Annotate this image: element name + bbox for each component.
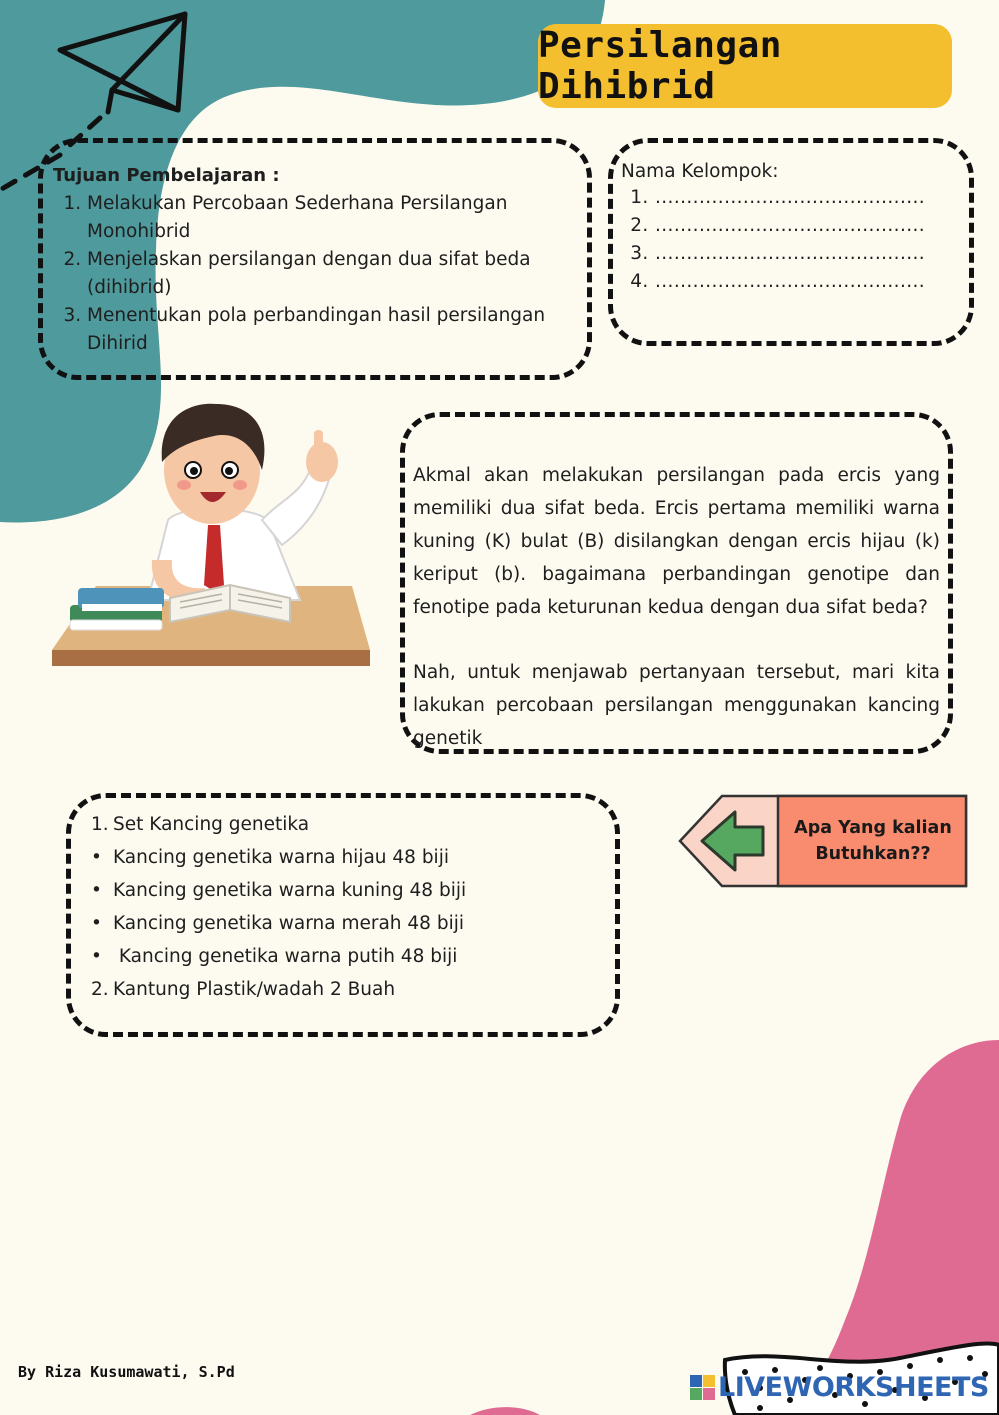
story-paragraph: Nah, untuk menjawab pertanyaan tersebut, mari kita lakukan percobaan persilangan menggunakan kancing genetik (413, 662, 940, 749)
list-text: Kancing genetika warna hijau 48 biji (113, 847, 449, 868)
group-name-field[interactable]: 4. ........................................... (655, 268, 957, 296)
group-names-box (608, 138, 974, 346)
bullet-icon: • (91, 847, 102, 868)
list-marker: 1. (91, 814, 109, 835)
page-title: Persilangan Dihibrid (538, 25, 782, 107)
list-item: 2. Menjelaskan persilangan dengan dua sifat beda (dihibrid) (87, 246, 573, 302)
author-credit: By Riza Kusumawati, S.Pd (18, 1363, 235, 1381)
list-item (91, 973, 601, 1006)
list-item: 3. Menentukan pola perbandingan hasil persilangan Dihirid (87, 302, 573, 358)
watermark-text: LIVEWORKSHEETS (718, 1372, 989, 1403)
learning-objectives-box (38, 138, 592, 380)
liveworksheets-logo-icon (690, 1375, 716, 1401)
group-name-field[interactable]: 2. ........................................... (655, 212, 957, 240)
list-text: Kantung Plastik/wadah 2 Buah (113, 979, 396, 1000)
title-banner (538, 24, 952, 108)
list-item (91, 940, 601, 973)
materials-box (66, 793, 620, 1037)
list-item (91, 907, 601, 940)
list-item: 1. Melakukan Percobaan Sederhana Persilangan Monohibrid (87, 190, 573, 246)
list-text: Kancing genetika warna merah 48 biji (113, 913, 464, 934)
list-text: Kancing genetika warna putih 48 biji (113, 946, 458, 967)
list-item (91, 808, 601, 841)
list-marker: 2. (91, 979, 109, 1000)
group-name-field[interactable]: 3. ........................................... (655, 240, 957, 268)
group-names-heading: Nama Kelompok: (621, 161, 779, 182)
learning-objectives-heading: Tujuan Pembelajaran : (53, 165, 280, 186)
liveworksheets-watermark (690, 1372, 989, 1403)
list-text: Kancing genetika warna kuning 48 biji (113, 880, 467, 901)
story-paragraph: Akmal akan melakukan persilangan pada ercis yang memiliki dua sifat beda. Ercis pertama memiliki warna kuning (K) bulat (B) disilangkan dengan ercis hijau (k) keriput (b). bagaimana perbandingan genotipe dan fenotipe pada keturunan kedua dengan dua sifat beda? (413, 465, 940, 618)
arrow-sign-line2: Butuhkan?? (815, 844, 931, 864)
list-item (91, 874, 601, 907)
list-item (91, 841, 601, 874)
bullet-icon: • (91, 946, 102, 967)
pink-edge (470, 1407, 540, 1415)
arrow-sign-line1: Apa Yang kalian (794, 818, 952, 838)
bullet-icon: • (91, 913, 102, 934)
list-text: Set Kancing genetika (113, 814, 310, 835)
arrow-sign-label (780, 796, 966, 886)
group-name-field[interactable]: 1. ........................................... (655, 184, 957, 212)
problem-story-box (400, 412, 953, 754)
learning-objectives-list (53, 190, 573, 358)
bullet-icon: • (91, 880, 102, 901)
group-names-list (621, 184, 957, 296)
